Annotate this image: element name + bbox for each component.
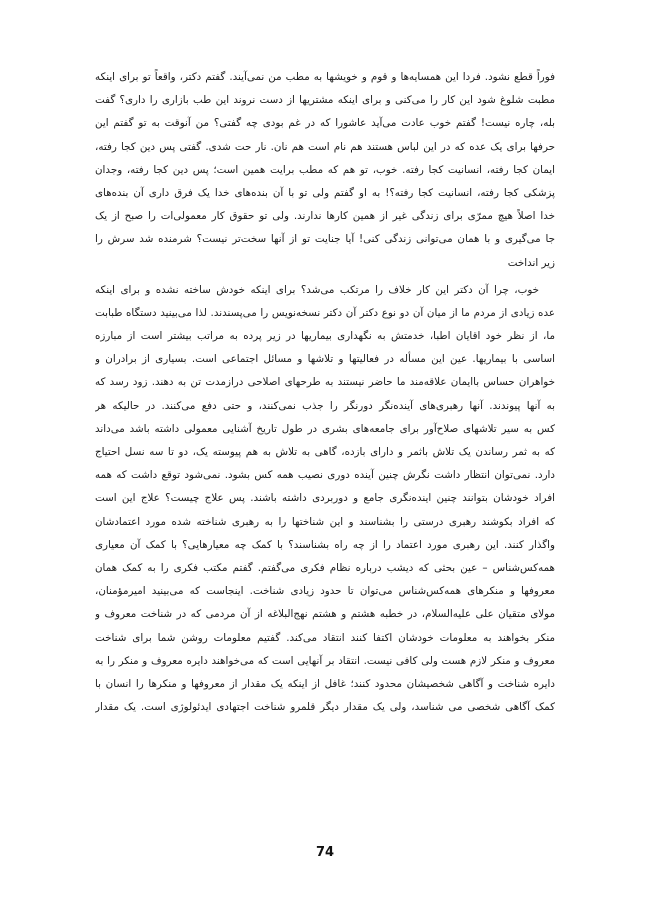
text-line: مطبت شلوغ شود این کار را می‌کنی و برای اینکه مشتریها از دست نروند این طب بازاری را داری؟ گفت (95, 94, 555, 107)
text-line: حرفها برای یک عده که در این لباس هستند هم نام است هم نان. نار حت شدی. گفتی پس دین کجا رفته، (95, 140, 555, 153)
paragraph (95, 279, 555, 720)
text-line: واگذار کنند. این رهبری مورد اعتماد را از چه راه بشناسند؟ با کمک چه معیارهایی؟ با کمک آن معیاری (95, 538, 555, 551)
text-line: پزشکی کجا رفته، انسانیت کجا رفته؟! به او گفتم ولی تو با آن بنده‌های خدا یک فرق داری آن بنده‌های (95, 186, 555, 199)
text-line: منکر بخواهند به معلومات خودشان اکتفا کنند انتقاد می‌کند. گفتیم معلومات روشن شما برای شناخت (95, 631, 555, 644)
text-line: دارد. نمی‌توان انتظار داشت نگرش چنین آینده دوری نصیب همه کس بشود. نمی‌شود توقع داشت که همه (95, 469, 555, 482)
text-line: معروف و منکر لازم هست ولی کافی نیست. انتقاد بر آنهایی است که می‌خواهند دایره معروف و منکر را به (95, 654, 555, 667)
text-line: خوب، چرا آن دکتر این کار خلاف را مرتکب می‌شد؟ برای اینکه خودش ساخته نشده و برای اینکه (95, 283, 539, 296)
text-line: کمک آگاهی شخصی می شناسد، ولی یک مقدار دیگر قلمرو شناخت اجتهادی ایدئولوژی است. یک مقدار (95, 701, 555, 714)
text-line: مولای متقیان علی علیه‌السلام، در خطبه هشتم و هشتم نهج‌البلاغه از آن مردمی که در شناخت معروف و (95, 608, 555, 621)
text-line: کس به سیر تلاشهای صلاح‌آور برای جامعه‌های بشری در طول تاریخ آشنایی معمولی داشته باشد می‌داند (95, 422, 555, 435)
text-line: افراد خودشان بتوانند چنین اینده‌نگری جامع و دوربردی داشته باشند. پس علاج چیست؟ علاج این است (95, 492, 555, 505)
text-line: جا می‌گیری و با همان می‌توانی زندگی کنی! آیا جنایت تو از آنها سخت‌تر نیست؟ شرمنده شد سرش را (95, 233, 555, 246)
paragraph (95, 66, 555, 275)
body-text (95, 66, 555, 719)
text-line: زیر انداخت (507, 256, 555, 269)
text-line: خواهران حساس باایمان علاقه‌مند ما حاضر نیستند به طرحهای اصلاحی درازمدت تن به دهند. زود رسد که (95, 376, 555, 389)
text-line: خدا اصلاً هیچ ممرّی برای زندگی غیر از همین کارها ندارند. ولی تو حقوق کار معمولی‌ات را صبح از یک (95, 210, 555, 223)
page-number: 74 (315, 845, 335, 860)
text-line: که به ثمر رساندن یک تلاش باثمر و دارای بازده، گاهی به تلاش به هم پیوسته یک، دو تا سه نسل احتیاج (95, 446, 555, 458)
text-line: فوراً قطع نشود. فردا این همسایه‌ها و قوم و خویشها به مطب من نمی‌آیند. گفتم دکتر، واقعاً تو برای اینکه (95, 71, 555, 83)
text-line: بله، چاره نیست! گفتم خوب عادت می‌آید عاشورا که در غم بودی چه گفتی؟ من آنوقت به تو گفتم این (95, 117, 555, 130)
text-line: ایمان کجا رفته، انسانیت کجا رفته. خوب، تو هم که مطب برایت همین است؛ پس دین کجا رفته، وجدان (95, 163, 555, 176)
text-line: معروفها و منکرهای همه‌کس‌شناس می‌توان تا حدود زیادی شناخت. اینجاست که می‌بینید امیرمؤمنان، (95, 585, 555, 598)
text-line: دایره شناخت و آگاهی شخصیشان محدود کنند؛ غافل از اینکه یک مقدار از معروفها و منکرها را انسان با (95, 677, 555, 690)
text-line: که افراد بکوشند رهبری درستی را بشناسند و این شناختها را به رهبری شناخته شده مورد اعتمادشان (95, 515, 555, 528)
text-line: همه‌کس‌شناس – عین بحثی که دیشب درباره نظام فکری می‌گفتم. گفتم مکتب فکری را به کمک همان (95, 561, 555, 574)
text-line: ما، از نظر خود اقایان اطبا، خدمتش به نگهداری بیماریها در زیر پرده به مراتب بیشتر است از مبارزه (95, 330, 555, 343)
text-line: به آنها پیوندند. آنها رهبری‌های آینده‌نگر دورنگر را جذب نمی‌کنند، و حتی دفع می‌کنند. در حالیکه هر (95, 399, 555, 412)
text-line: اساسی با بیماریها. عین این مسأله در فعالیتها و تلاشها و مسائل اجتماعی است. بسیاری از برادران و (95, 353, 555, 366)
text-line: عده زیادی از مردم ما از میان آن دو نوع دکتر آن دکتر نسخه‌نویس را می‌پسندند. لذا می‌بینید دستگاه طبابت (95, 306, 555, 319)
